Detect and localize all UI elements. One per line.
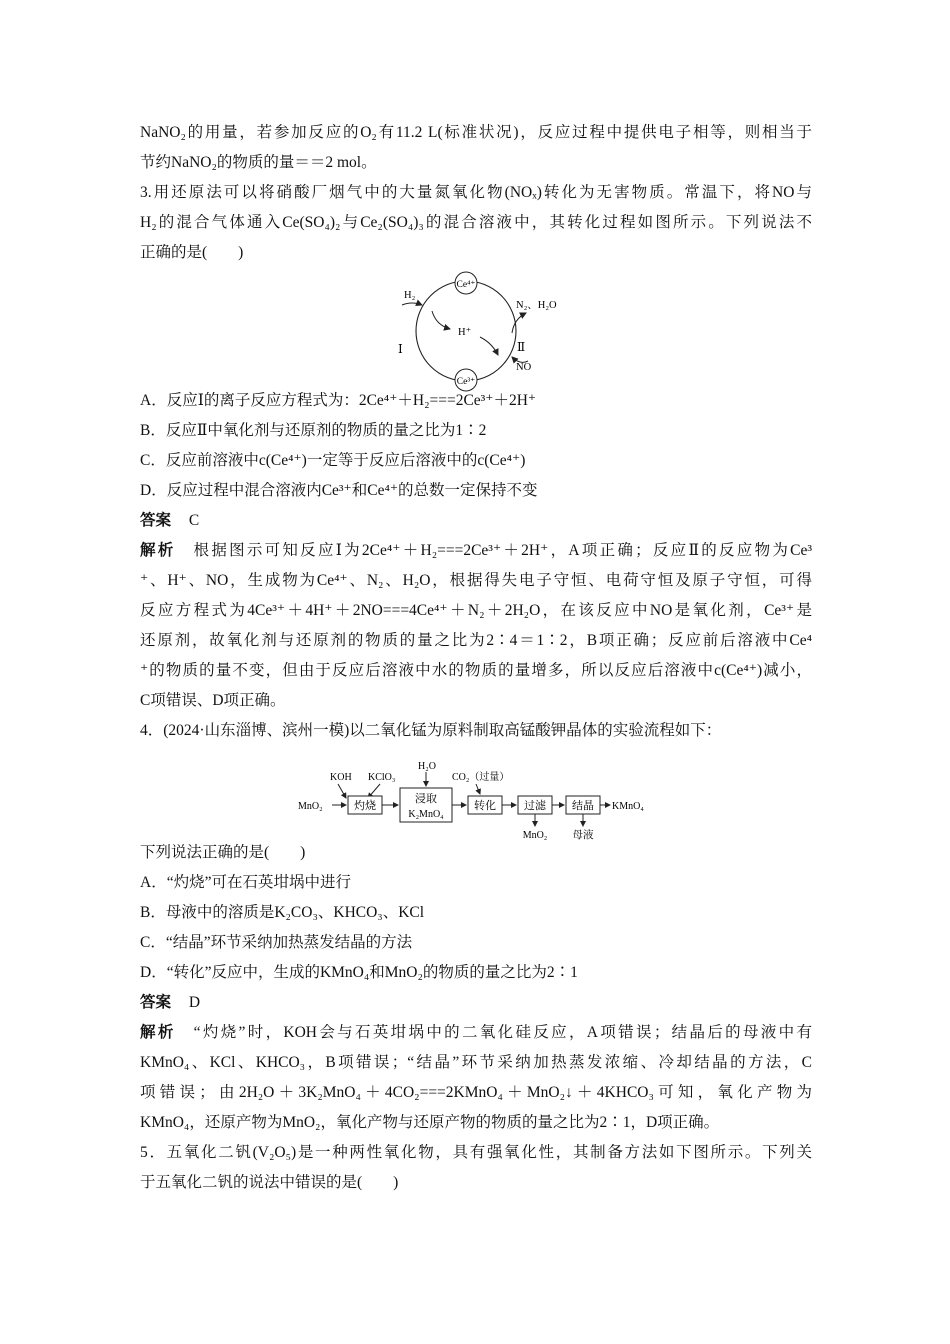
- q3-option-c: C．反应前溶液中c(Ce⁴⁺)一定等于反应后溶液中的c(Ce⁴⁺): [140, 452, 526, 469]
- answer-value: D: [188, 994, 201, 1011]
- q3-option-b: B．反应Ⅱ中氧化剂与还原剂的物质的量之比为1∶2: [140, 422, 487, 439]
- h2o-label: H₂O: [418, 761, 436, 772]
- q3-analysis-line4: 还原剂，故氧化剂与还原剂的物质的量之比为2∶4＝1∶2，B项正确；反应前后溶液中Ce⁴: [140, 632, 812, 649]
- analysis-text: “灼烧”时，KOH会与石英坩埚中的二氧化硅反应，A项错误；结晶后的母液中有: [193, 1024, 812, 1041]
- co2-label: CO₂（过量）: [452, 772, 510, 783]
- h2-label: H₂: [404, 290, 416, 301]
- q4-option-c: C．“结晶”环节采纳加热蒸发结晶的方法: [140, 934, 413, 951]
- filter-label: 过滤: [524, 800, 546, 812]
- no-label: NO: [516, 362, 532, 373]
- q3-option-d: D．反应过程中混合溶液内Ce³⁺和Ce⁴⁺的总数一定保持不变: [140, 482, 538, 499]
- q5-stem-line1: 5．五氧化二钒(V₂O₅)是一种两性氧化物，具有强氧化性，其制备方法如下图所示。下列关: [140, 1144, 812, 1161]
- kmno4-flow-diagram: [296, 758, 656, 848]
- koh-drop: [338, 784, 346, 798]
- answer-value: C: [188, 512, 200, 529]
- q3-analysis-line3: 反应方程式为4Ce³⁺＋4H⁺＋2NO===4Ce⁴⁺＋N₂＋2H₂O，在该反应中NO是氧化剂，Ce³⁺是: [140, 602, 812, 619]
- products-label: N₂、H₂O: [516, 300, 557, 311]
- q4-analysis-line4: KMnO₄，还原产物为MnO₂，氧化产物与还原产物的物质的量之比为2∶1，D项正确。: [140, 1114, 720, 1131]
- q4-analysis-line2: KMnO₄、KCl、KHCO₃，B项错误；“结晶”环节采纳加热蒸发浓缩、冷却结晶的方法，C: [140, 1054, 812, 1071]
- q3-stem-line1: 3.用还原法可以将硝酸厂烟气中的大量氮氧化物(NOₓ)转化为无害物质。常温下，将NO与: [140, 184, 812, 201]
- ce3-label: Ce³⁺: [456, 377, 476, 387]
- kmno4-label: KMnO₄: [612, 801, 644, 812]
- q3-analysis-line2: ⁺、H⁺、NO，生成物为Ce⁴⁺、N₂、H₂O，根据得失电子守恒、电荷守恒及原子守恒，可得: [140, 572, 812, 589]
- q2-tail-line2: 节约NaNO₂的物质的量＝＝2 mol。: [140, 154, 377, 171]
- analysis-label: 解析: [140, 1024, 176, 1041]
- burn-label: 灼烧: [354, 800, 376, 812]
- analysis-label: 解析: [140, 542, 176, 559]
- co2-drop: [476, 784, 480, 794]
- no-arrow: [512, 357, 528, 362]
- q4-option-b: B．母液中的溶质是K₂CO₃、KHCO₃、KCl: [140, 904, 425, 921]
- crystal-label: 结晶: [572, 800, 594, 812]
- q3-option-a: A．反应Ⅰ的离子反应方程式为：2Ce⁴⁺＋H₂===2Ce³⁺＋2H⁺: [140, 392, 537, 409]
- q4-option-d: D．“转化”反应中，生成的KMnO₄和MnO₂的物质的量之比为2∶1: [140, 964, 578, 981]
- inner-arrow-2: [480, 337, 498, 355]
- k2mno4-label: K₂MnO₄: [408, 809, 444, 820]
- q3-analysis-line6: C项错误、D项正确。: [140, 692, 286, 709]
- q4-stem-line1: 4．(2024·山东淄博、滨州一模)以二氧化锰为原料制取高锰酸钾晶体的实验流程如下：: [140, 722, 722, 739]
- q4-stem-line2: 下列说法正确的是( ): [140, 844, 306, 861]
- q3-analysis-line5: ⁺的物质的量不变，但由于反应后溶液中水的物质的量增多，所以反应后溶液中c(Ce⁴⁺)减小，: [140, 662, 812, 679]
- q3-analysis-line1: [140, 536, 812, 566]
- kclo3-label: KClO₃: [368, 772, 396, 783]
- q3-stem-line2: H₂的混合气体通入Ce(SO₄)₂与Ce₂(SO₄)₃的混合溶液中，其转化过程如图所示。下列说法不: [140, 214, 812, 231]
- q4-answer: [140, 988, 812, 1018]
- cerium-cycle-diagram: [380, 267, 580, 395]
- roman-2-label: Ⅱ: [517, 340, 526, 354]
- roman-1-label: Ⅰ: [398, 342, 403, 356]
- h2-arrow: [402, 303, 422, 305]
- q3-answer: [140, 506, 812, 536]
- mno2-input-label: MnO₂: [298, 801, 323, 812]
- mno2-output-label: MnO₂: [522, 830, 548, 841]
- q4-analysis-line1: [140, 1018, 812, 1048]
- mother-liquor-label: 母液: [572, 830, 594, 841]
- inner-arrow-1: [432, 311, 450, 329]
- koh-label: KOH: [330, 772, 352, 783]
- leach-label: 浸取: [415, 793, 437, 805]
- hplus-label: H⁺: [458, 327, 472, 338]
- q3-stem-line3: 正确的是( ): [140, 244, 244, 261]
- q2-tail-line1: NaNO₂的用量，若参加反应的O₂有11.2 L(标准状况)，反应过程中提供电子相等，则相当于: [140, 124, 812, 141]
- ce4-label: Ce⁴⁺: [456, 280, 476, 290]
- answer-label: 答案: [140, 994, 172, 1011]
- q4-analysis-line3: 项错误；由2H₂O＋3K₂MnO₄＋4CO₂===2KMnO₄＋MnO₂↓＋4KHCO₃可知，氧化产物为: [140, 1084, 812, 1101]
- convert-label: 转化: [474, 800, 496, 812]
- q4-option-a: A．“灼烧”可在石英坩埚中进行: [140, 874, 351, 891]
- answer-label: 答案: [140, 512, 172, 529]
- q5-stem-line2: 于五氧化二钒的说法中错误的是( ): [140, 1174, 399, 1191]
- analysis-text: 根据图示可知反应Ⅰ为2Ce⁴⁺＋H₂===2Ce³⁺＋2H⁺，A项正确；反应Ⅱ的反应物为Ce³: [193, 542, 812, 559]
